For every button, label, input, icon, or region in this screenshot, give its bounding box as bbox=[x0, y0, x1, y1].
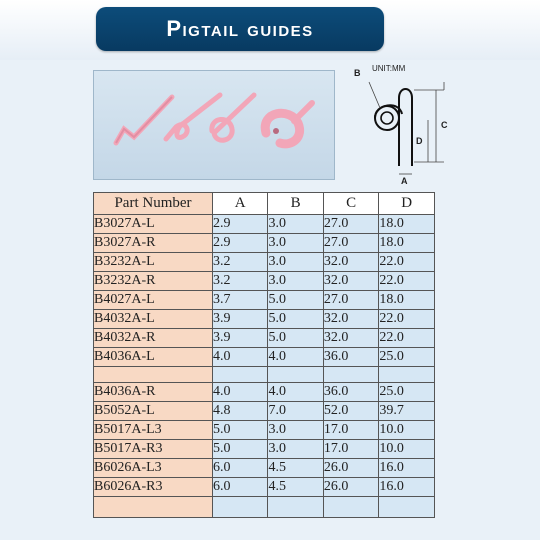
table-row bbox=[94, 291, 435, 310]
value-d-cell: 10.0 bbox=[379, 440, 435, 459]
value-b-cell: 3.0 bbox=[268, 234, 323, 253]
value-a-cell bbox=[213, 367, 268, 383]
value-d-cell: 22.0 bbox=[379, 253, 435, 272]
part-number-cell: B4036A-R bbox=[94, 383, 213, 402]
value-c-cell: 32.0 bbox=[323, 253, 379, 272]
label-b: B bbox=[354, 68, 361, 78]
value-d-cell: 39.7 bbox=[379, 402, 435, 421]
value-c-cell: 32.0 bbox=[323, 272, 379, 291]
value-d-cell: 25.0 bbox=[379, 383, 435, 402]
value-b-cell: 4.5 bbox=[268, 459, 323, 478]
value-d-cell: 22.0 bbox=[379, 310, 435, 329]
value-c-cell: 52.0 bbox=[323, 402, 379, 421]
pigtail-guides-image bbox=[94, 71, 334, 179]
table-row bbox=[94, 383, 435, 402]
table-header-row bbox=[94, 193, 435, 215]
product-photo bbox=[93, 70, 335, 180]
value-b-cell: 7.0 bbox=[268, 402, 323, 421]
part-number-cell: B3027A-L bbox=[94, 215, 213, 234]
part-number-cell: B5017A-L3 bbox=[94, 421, 213, 440]
table-row bbox=[94, 459, 435, 478]
value-d-cell: 22.0 bbox=[379, 329, 435, 348]
value-d-cell: 25.0 bbox=[379, 348, 435, 367]
value-b-cell bbox=[268, 497, 323, 518]
label-a: A bbox=[401, 176, 408, 186]
guide-sample-1 bbox=[116, 97, 172, 143]
part-number-cell: B3232A-R bbox=[94, 272, 213, 291]
page-title: Pigtail guides bbox=[166, 16, 314, 41]
value-b-cell: 5.0 bbox=[268, 329, 323, 348]
value-b-cell: 4.0 bbox=[268, 383, 323, 402]
table-row bbox=[94, 402, 435, 421]
value-d-cell: 16.0 bbox=[379, 459, 435, 478]
header-part-number: Part Number bbox=[94, 193, 213, 215]
value-c-cell: 36.0 bbox=[323, 383, 379, 402]
spec-table bbox=[93, 192, 435, 518]
table-row bbox=[94, 215, 435, 234]
value-a-cell: 6.0 bbox=[213, 459, 268, 478]
value-a-cell: 4.0 bbox=[213, 383, 268, 402]
label-c: C bbox=[441, 120, 448, 130]
part-number-cell: B4027A-L bbox=[94, 291, 213, 310]
table-row-empty bbox=[94, 367, 435, 383]
value-b-cell: 3.0 bbox=[268, 272, 323, 291]
value-d-cell bbox=[379, 367, 435, 383]
part-number-cell: B5017A-R3 bbox=[94, 440, 213, 459]
value-a-cell: 3.9 bbox=[213, 310, 268, 329]
value-c-cell: 36.0 bbox=[323, 348, 379, 367]
header-c: C bbox=[323, 193, 379, 215]
value-b-cell: 4.5 bbox=[268, 478, 323, 497]
value-c-cell: 27.0 bbox=[323, 215, 379, 234]
label-d: D bbox=[416, 136, 423, 146]
value-d-cell: 18.0 bbox=[379, 234, 435, 253]
header-b: B bbox=[268, 193, 323, 215]
value-d-cell: 18.0 bbox=[379, 291, 435, 310]
part-number-cell: B3232A-L bbox=[94, 253, 213, 272]
value-a-cell: 4.8 bbox=[213, 402, 268, 421]
value-d-cell: 16.0 bbox=[379, 478, 435, 497]
value-a-cell: 3.9 bbox=[213, 329, 268, 348]
value-b-cell: 4.0 bbox=[268, 348, 323, 367]
value-d-cell: 18.0 bbox=[379, 215, 435, 234]
value-a-cell: 6.0 bbox=[213, 478, 268, 497]
value-b-cell: 3.0 bbox=[268, 440, 323, 459]
value-a-cell: 5.0 bbox=[213, 440, 268, 459]
part-number-cell: B5052A-L bbox=[94, 402, 213, 421]
table-row bbox=[94, 310, 435, 329]
value-c-cell: 32.0 bbox=[323, 310, 379, 329]
value-b-cell: 3.0 bbox=[268, 253, 323, 272]
part-number-cell bbox=[94, 497, 213, 518]
value-a-cell: 5.0 bbox=[213, 421, 268, 440]
part-number-cell: B6026A-R3 bbox=[94, 478, 213, 497]
value-a-cell: 3.2 bbox=[213, 253, 268, 272]
value-c-cell bbox=[323, 497, 379, 518]
dimension-diagram bbox=[344, 58, 464, 188]
value-b-cell: 3.0 bbox=[268, 421, 323, 440]
value-b-cell: 5.0 bbox=[268, 310, 323, 329]
value-b-cell: 3.0 bbox=[268, 215, 323, 234]
value-c-cell: 32.0 bbox=[323, 329, 379, 348]
header-bar bbox=[0, 0, 540, 60]
title-banner bbox=[96, 7, 384, 51]
header-a: A bbox=[213, 193, 268, 215]
part-number-cell: B4036A-L bbox=[94, 348, 213, 367]
value-a-cell: 2.9 bbox=[213, 215, 268, 234]
value-c-cell: 17.0 bbox=[323, 421, 379, 440]
table-row bbox=[94, 478, 435, 497]
value-d-cell: 10.0 bbox=[379, 421, 435, 440]
value-a-cell: 4.0 bbox=[213, 348, 268, 367]
guide-sample-3 bbox=[212, 95, 254, 140]
unit-label: UNIT:MM bbox=[372, 64, 406, 73]
value-c-cell: 27.0 bbox=[323, 234, 379, 253]
value-d-cell: 22.0 bbox=[379, 272, 435, 291]
value-c-cell: 17.0 bbox=[323, 440, 379, 459]
table-row bbox=[94, 234, 435, 253]
table-row bbox=[94, 272, 435, 291]
guide-sample-4 bbox=[265, 103, 312, 144]
value-c-cell bbox=[323, 367, 379, 383]
table-row bbox=[94, 253, 435, 272]
value-b-cell bbox=[268, 367, 323, 383]
value-b-cell: 5.0 bbox=[268, 291, 323, 310]
value-a-cell: 3.7 bbox=[213, 291, 268, 310]
value-a-cell: 3.2 bbox=[213, 272, 268, 291]
header-d: D bbox=[379, 193, 435, 215]
part-number-cell: B3027A-R bbox=[94, 234, 213, 253]
table-row bbox=[94, 440, 435, 459]
dimension-drawing bbox=[344, 58, 464, 188]
part-number-cell: B4032A-L bbox=[94, 310, 213, 329]
value-c-cell: 26.0 bbox=[323, 459, 379, 478]
value-a-cell bbox=[213, 497, 268, 518]
part-number-cell bbox=[94, 367, 213, 383]
table-row-empty bbox=[94, 497, 435, 518]
table-row bbox=[94, 421, 435, 440]
value-c-cell: 27.0 bbox=[323, 291, 379, 310]
value-d-cell bbox=[379, 497, 435, 518]
value-a-cell: 2.9 bbox=[213, 234, 268, 253]
value-c-cell: 26.0 bbox=[323, 478, 379, 497]
part-number-cell: B6026A-L3 bbox=[94, 459, 213, 478]
table-row bbox=[94, 348, 435, 367]
part-number-cell: B4032A-R bbox=[94, 329, 213, 348]
table-row bbox=[94, 329, 435, 348]
